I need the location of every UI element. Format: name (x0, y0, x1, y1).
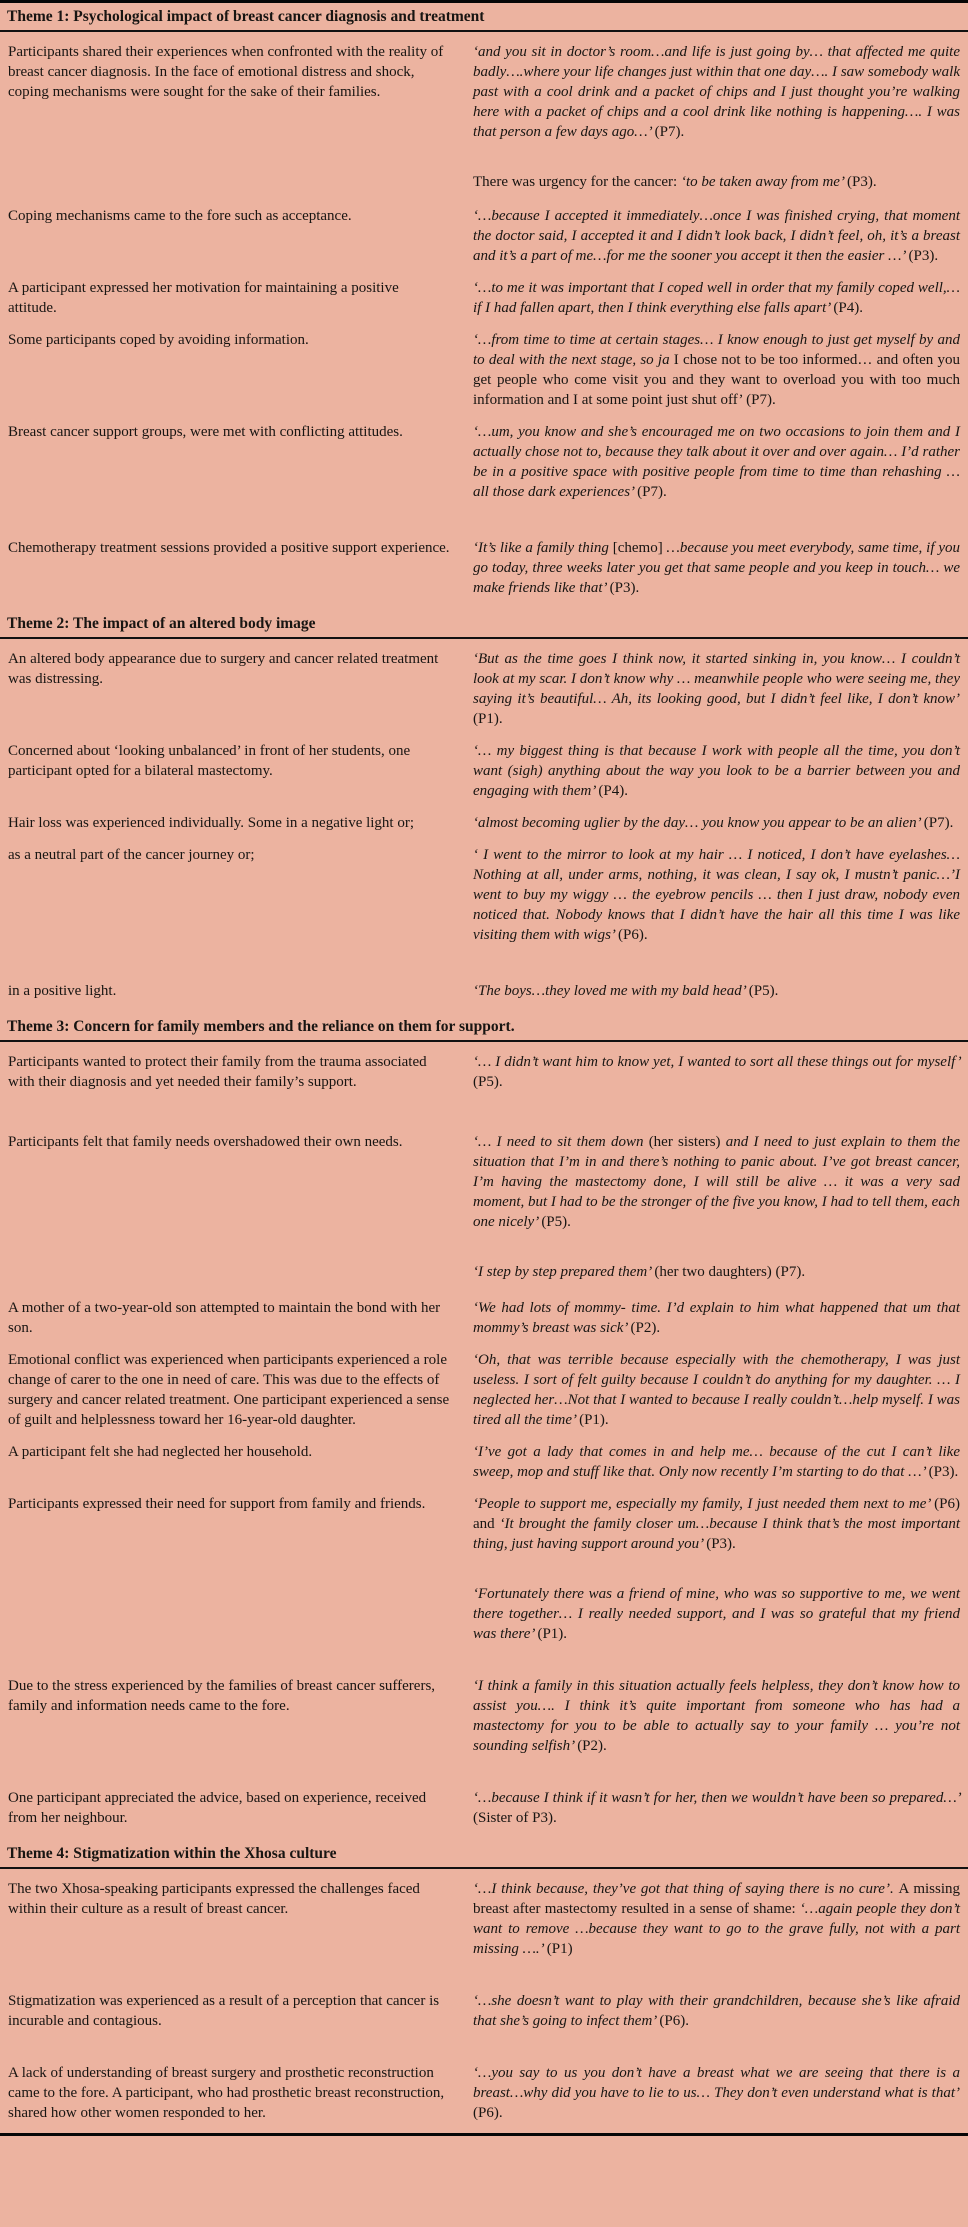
table-row (0, 422, 968, 502)
quote-paragraph (473, 422, 960, 502)
quote-paragraph (473, 1991, 960, 2031)
quote-paragraph (473, 813, 960, 833)
quote-text: ‘…to me it was important that I coped well in order that my family coped well,… if I had fallen apart, then I think everything else falls apart’ (473, 280, 960, 316)
quote-paragraph (473, 1879, 960, 1959)
quote-text: ‘…she doesn’t want to play with their grandchildren, because she’s like afraid that she’s going to infect them’ (473, 1993, 960, 2029)
quote-paragraph (473, 278, 960, 318)
quote-text: ‘…from time to time at certain stages… I know enough to just get myself by and to deal with the next stage, so ja (473, 332, 960, 368)
attribution-text: (P4). (833, 300, 863, 316)
quote-cell (465, 1052, 968, 1092)
theme-section (0, 610, 968, 1001)
quote-cell (465, 813, 968, 833)
attribution-text: (P1). (537, 1626, 568, 1642)
quote-paragraph (473, 1442, 960, 1482)
attribution-text: A missing breast after mastectomy resulted in a sense of shame: (473, 1881, 960, 1917)
quote-text: ‘and you sit in doctor’s room…and life is just going by… that affected me quite badly….where your life changes just within that one day…. I saw somebody walk past with a cool drink and a packet of chips and I just thought you’re walking here with a packet of chips and a cool drink like nothing is happening…. I was that person a few days ago…’ (473, 44, 960, 140)
quote-text: ‘We had lots of mommy- time. I’d explain to him what happened that um that mommy’s breast was sick’ (473, 1300, 960, 1336)
quote-text: ‘…um, you know and she’s encouraged me on two occasions to join them and I actually chose not to, because they talk about it over and over again… I’d rather be in a positive space with positive people from time to time than rehashing … all those dark experiences’ (473, 424, 960, 500)
theme-rows (0, 639, 968, 1001)
table-row (0, 1442, 968, 1482)
finding-cell: Emotional conflict was experienced when participants experienced a role change of carer to the one in need of care. This was due to the effects of surgery and cancer related treatment. One participant experienced a sense of guilt and helplessness toward her 16-year-old daughter. (8, 1352, 450, 1428)
table-row (0, 1879, 968, 1959)
quote-cell (465, 206, 968, 266)
table-row (0, 1350, 968, 1430)
quote-text: ‘…because I accepted it immediately…once I was finished crying, that moment the doctor said, I accepted it and I didn’t look back, I didn’t feel, oh, it’s a breast and it’s a part of me…for me the sooner you accept it then the easier …’ (473, 208, 960, 264)
finding-cell: Hair loss was experienced individually. Some in a negative light or; (8, 815, 415, 831)
quote-text: ‘…you say to us you don’t have a breast what we are seeing that there is a breast…why did you have to lie to us… They don’t even understand what is that’ (473, 2065, 960, 2101)
table-row (0, 1991, 968, 2031)
quote-paragraph (473, 206, 960, 266)
attribution-text: (P6). (473, 2105, 503, 2121)
finding-cell: Participants expressed their need for support from family and friends. (8, 1496, 426, 1512)
quote-text: ‘… I need to sit them down (473, 1134, 649, 1150)
quote-cell (465, 981, 968, 1001)
finding-cell: Chemotherapy treatment sessions provided a positive support experience. (8, 540, 450, 556)
table-row (0, 278, 968, 318)
quote-text: ‘ I went to the mirror to look at my hair … I noticed, I don’t have eyelashes… Nothing at all, under arms, nothing, it was clean, I say ok, I mustn’t panic…’I went to buy my wiggy … the eyebrow pencils … then I just draw, nobody even noticed that. Nobody knows that I didn’t have the hair all this time I was like visiting them with wigs’ (473, 847, 960, 943)
finding-cell: Stigmatization was experienced as a result of a perception that cancer is incurable and contagious. (8, 1993, 440, 2029)
finding-cell: The two Xhosa-speaking participants expressed the challenges faced within their culture as a result of breast cancer. (8, 1881, 420, 1917)
finding-cell: as a neutral part of the cancer journey or; (8, 847, 255, 863)
attribution-text: (P5). (748, 983, 779, 999)
finding-cell: Participants wanted to protect their family from the trauma associated with their diagnosis and yet needed their family’s support. (8, 1054, 427, 1090)
quote-text: and I need to just explain to them the situation that I’m in and there’s nothing to panic about. I’ve got breast cancer, I’m having the mastectomy done, I will still be alive … it was a very sad moment, but I had to be the stronger of the five you know, I had to tell them, each one nicely’ (473, 1134, 960, 1230)
quote-paragraph (473, 330, 960, 410)
attribution-text: (P5). (473, 1074, 503, 1090)
quote-paragraph (473, 1298, 960, 1338)
table-row (0, 1052, 968, 1092)
table-row (0, 42, 968, 192)
table-row (0, 538, 968, 598)
table-row (0, 2063, 968, 2123)
quote-paragraph (473, 1788, 960, 1828)
finding-cell: Due to the stress experienced by the families of breast cancer sufferers, family and information needs came to the fore. (8, 1678, 436, 1714)
attribution-text: (her sisters) (648, 1134, 726, 1150)
quote-cell (465, 1676, 968, 1756)
attribution-text: There was urgency for the cancer: (473, 174, 681, 190)
finding-cell: Participants shared their experiences when confronted with the reality of breast cancer diagnosis. In the face of emotional distress and shock, coping mechanisms were sought for the sake of their families. (8, 44, 444, 100)
quote-text: ‘I’ve got a lady that comes in and help me… because of the cut I can’t like sweep, mop and stuff like that. Only now recently I’m starting to do that …’ (473, 1444, 960, 1480)
attribution-text: (P5). (541, 1214, 571, 1230)
quote-text: ‘almost becoming uglier by the day… you know you appear to be an alien’ (473, 815, 924, 831)
quote-cell (465, 1132, 968, 1282)
finding-cell: Participants felt that family needs overshadowed their own needs. (8, 1134, 403, 1150)
quote-paragraph (473, 1350, 960, 1430)
finding-cell: Some participants coped by avoiding information. (8, 332, 309, 348)
finding-cell: Coping mechanisms came to the fore such as acceptance. (8, 208, 352, 224)
theme-section (0, 1013, 968, 1828)
theme-header: Theme 4: Stigmatization within the Xhosa culture (7, 1845, 337, 1862)
quote-paragraph (473, 1494, 960, 1554)
finding-cell: in a positive light. (8, 983, 117, 999)
quote-text: ‘…I think because, they’ve got that thing of saying there is no cure’. (473, 1881, 899, 1897)
attribution-text: (her two daughters) (P7). (654, 1264, 806, 1280)
quote-text: ‘But as the time goes I think now, it started sinking in, you know… I couldn’t look at my scar. I don’t know why … meanwhile people who were seeing me, they saying it’s beautiful… Ah, its looking good, but I didn’t feel like, I don’t know’ (473, 651, 960, 707)
attribution-text: (P6). (618, 927, 648, 943)
attribution-text: (P1). (579, 1412, 609, 1428)
attribution-text: (P6). (659, 2013, 689, 2029)
attribution-text: (Sister of P3). (473, 1810, 557, 1826)
finding-cell: A mother of a two-year-old son attempted to maintain the bond with her son. (8, 1300, 441, 1336)
quote-cell (465, 42, 968, 192)
quote-text: ‘…because I think if it wasn’t for her, then we wouldn’t have been so prepared…’ (473, 1790, 960, 1806)
theme-rows (0, 1869, 968, 2123)
attribution-text: (P1) (546, 1941, 573, 1957)
attribution-text: (P3). (706, 1536, 736, 1552)
table-row (0, 1132, 968, 1282)
quote-paragraph (473, 741, 960, 801)
attribution-text: (P7). (923, 815, 954, 831)
quote-text: ‘Oh, that was terrible because especially with the chemotherapy, I was just useless. I sort of felt guilty because I couldn’t do anything for my daughter. … I neglected her…Not that I wanted to because I really couldn’t…help myself. I was tired all the time’ (473, 1352, 960, 1428)
quote-text: ‘It’s like a family thing (473, 540, 613, 556)
table-row (0, 1298, 968, 1338)
theme-rows (0, 32, 968, 598)
quote-paragraph (473, 1262, 960, 1282)
table-row (0, 741, 968, 801)
quote-text: ‘… I didn’t want him to know yet, I wanted to sort all these things out for myself’ (473, 1054, 960, 1070)
attribution-text: (P2). (630, 1320, 661, 1336)
attribution-text: I chose not to be too informed… and often you get people who come visit you and they want to overload you with too much information and I at some point just shut off’ (P7). (473, 352, 960, 408)
quote-cell (465, 278, 968, 318)
quote-paragraph (473, 1676, 960, 1756)
quote-paragraph (473, 1052, 960, 1092)
table-row (0, 845, 968, 945)
finding-cell: Breast cancer support groups, were met with conflicting attitudes. (8, 424, 403, 440)
quote-text: ‘People to support me, especially my family, I just needed them next to me’ (473, 1496, 935, 1512)
attribution-text: (P7). (637, 484, 667, 500)
table-row (0, 1494, 968, 1644)
quote-paragraph (473, 2063, 960, 2123)
quote-cell (465, 330, 968, 410)
attribution-text: (P1). (473, 711, 503, 727)
theme-section (0, 1840, 968, 2123)
quote-cell (465, 1991, 968, 2031)
table-row (0, 1676, 968, 1756)
quote-paragraph (473, 1584, 960, 1644)
quote-cell (465, 1298, 968, 1338)
quote-paragraph (473, 42, 960, 142)
quote-text: ‘I step by step prepared them’ (473, 1264, 655, 1280)
quote-text: ‘The boys…they loved me with my bald head’ (473, 983, 749, 999)
finding-cell: A lack of understanding of breast surgery and prosthetic reconstruction came to the fore. A participant, who had prosthetic breast reconstruction, shared how other women responded to her. (8, 2065, 445, 2121)
theme-section (0, 3, 968, 598)
finding-cell: An altered body appearance due to surgery and cancer related treatment was distressing. (8, 651, 439, 687)
table-row (0, 813, 968, 833)
table-row (0, 330, 968, 410)
themes-table-body (0, 3, 968, 2123)
quote-paragraph (473, 981, 960, 1001)
attribution-text: (P3). (908, 248, 939, 264)
quote-cell (465, 2063, 968, 2123)
table-row (0, 1788, 968, 1828)
table-row (0, 649, 968, 729)
quote-cell (465, 1442, 968, 1482)
theme-header: Theme 1: Psychological impact of breast cancer diagnosis and treatment (7, 8, 485, 25)
quote-cell (465, 845, 968, 945)
table-row (0, 206, 968, 266)
quote-paragraph (473, 845, 960, 945)
quote-paragraph (473, 649, 960, 729)
quote-cell (465, 538, 968, 598)
quote-text: ‘It brought the family closer um…because I think that’s the most important thing, just having support around you’ (473, 1516, 960, 1552)
attribution-text: (P7). (654, 124, 685, 140)
quote-cell (465, 1350, 968, 1430)
quote-paragraph (473, 538, 960, 598)
attribution-text: (P6) and (473, 1496, 960, 1532)
finding-cell: Concerned about ‘looking unbalanced’ in front of her students, one participant opted for a bilateral mastectomy. (8, 743, 411, 779)
theme-header: Theme 3: Concern for family members and the reliance on them for support. (7, 1018, 515, 1035)
quote-cell (465, 741, 968, 801)
attribution-text: (P3). (847, 174, 877, 190)
quote-cell (465, 1879, 968, 1959)
theme-header: Theme 2: The impact of an altered body image (7, 615, 316, 632)
quote-cell (465, 422, 968, 502)
quote-text: ‘I think a family in this situation actually feels helpless, they don’t know how to assist you…. I think it’s quite important from someone who has had a mastectomy for you to be able to actually say to your family … you’re not sounding selfish’ (473, 1678, 960, 1754)
quote-text: ‘to be taken away from me’ (680, 174, 848, 190)
attribution-text: (P3). (928, 1464, 959, 1480)
attribution-text: [chemo] (612, 540, 667, 556)
quote-text: …because you meet everybody, same time, if you go today, three weeks later you get that same people and you keep in touch… we make friends like that’ (473, 540, 960, 596)
finding-cell: A participant felt she had neglected her household. (8, 1444, 313, 1460)
theme-rows (0, 1042, 968, 1828)
quote-cell (465, 1494, 968, 1644)
quote-paragraph (473, 172, 960, 192)
attribution-text: (P4). (598, 783, 628, 799)
quote-cell (465, 649, 968, 729)
finding-cell: A participant expressed her motivation for maintaining a positive attitude. (8, 280, 399, 316)
quote-text: ‘… my biggest thing is that because I work with people all the time, you don’t want (sigh) anything about the way you look to be a barrier between you and engaging with them’ (473, 743, 960, 799)
quote-paragraph (473, 1132, 960, 1232)
finding-cell: One participant appreciated the advice, based on experience, received from her neighbour. (8, 1790, 427, 1826)
quote-text: ‘Fortunately there was a friend of mine, who was so supportive to me, we went there together… I really needed support, and I was so grateful that my friend was there’ (473, 1586, 960, 1642)
quote-cell (465, 1788, 968, 1828)
attribution-text: (P3). (609, 580, 640, 596)
attribution-text: (P2). (577, 1738, 607, 1754)
table-row (0, 981, 968, 1001)
quote-text: ‘…again people they don’t want to remove …because they want to go to the grave fully, not with a part missing ….’ (473, 1901, 960, 1957)
